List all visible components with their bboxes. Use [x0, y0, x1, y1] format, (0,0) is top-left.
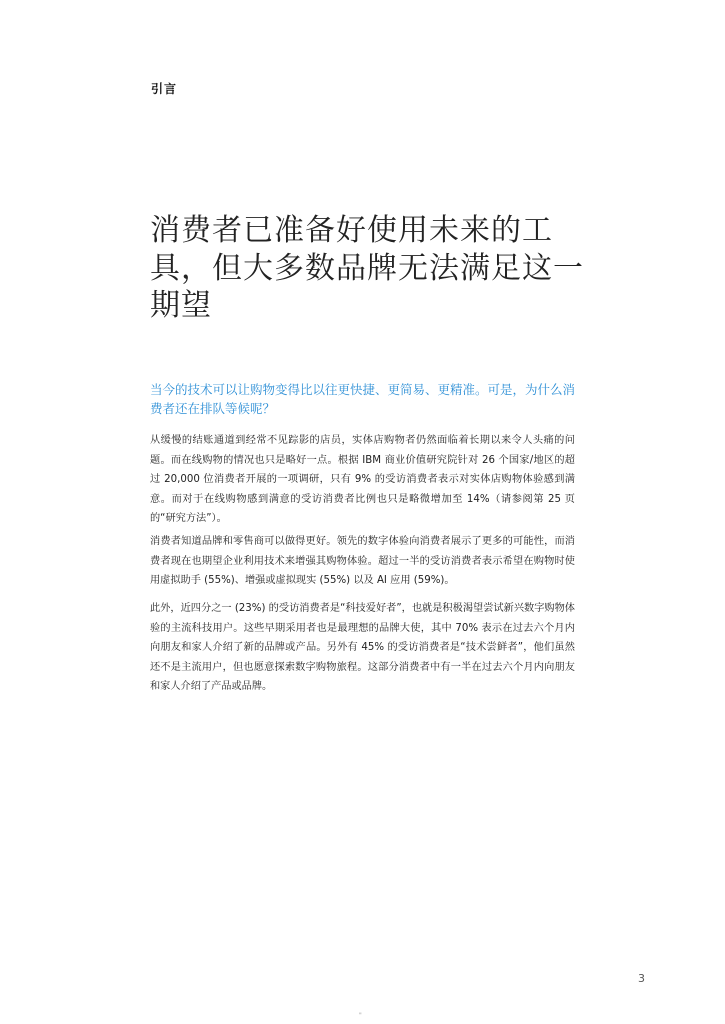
page-number: 3 — [638, 972, 645, 985]
section-label: 引言 — [151, 82, 178, 96]
headline: 消费者已准备好使用未来的工具，但大多数品牌无法满足这一期望 — [150, 213, 584, 323]
body-paragraph-3: 此外，近四分之一 (23%) 的受访消费者是“科技爱好者”，也就是积极渴望尝试新兴数字购物体验的主流科技用户。这些早期采用者也是最理想的品牌大使，其中 70% 表示在过去六个月内向朋友和家人介绍了新的品牌或产品。另外有 45% 的受访消费者是“技术尝鲜者”，他们虽然还不是主流用户，但也愿意探索数字购物旅程。这部分消费者中有一半在过去六个月内向朋友和家人介绍了产品或品牌。 — [150, 603, 575, 693]
footer-mark: " — [359, 1012, 362, 1019]
body-paragraph-2: 消费者知道品牌和零售商可以做得更好。领先的数字体验向消费者展示了更多的可能性，而消费者现在也期望企业利用技术来增强其购物体验。超过一半的受访消费者表示希望在购物时使用虚拟助手 (55%)、增强或虚拟现实 (55%) 以及 AI 应用 (59%)。 — [150, 536, 575, 587]
lede-paragraph: 当今的技术可以让购物变得比以往更快捷、更简易、更精准。可是，为什么消费者还在排队等候呢？ — [150, 382, 576, 417]
body-paragraph-1: 从缓慢的结账通道到经常不见踪影的店员，实体店购物者仍然面临着长期以来令人头痛的问题。而在线购物的情况也只是略好一点。根据 IBM 商业价值研究院针对 26 个国家/地区的超过 20,000 位消费者开展的一项调研，只有 9% 的受访消费者表示对实体店购物体验感到满意。而对于在线购物感到满意的受访消费者比例也只是略微增加至 14%（请参阅第 25 页的“研究方法”）。 — [150, 435, 575, 525]
